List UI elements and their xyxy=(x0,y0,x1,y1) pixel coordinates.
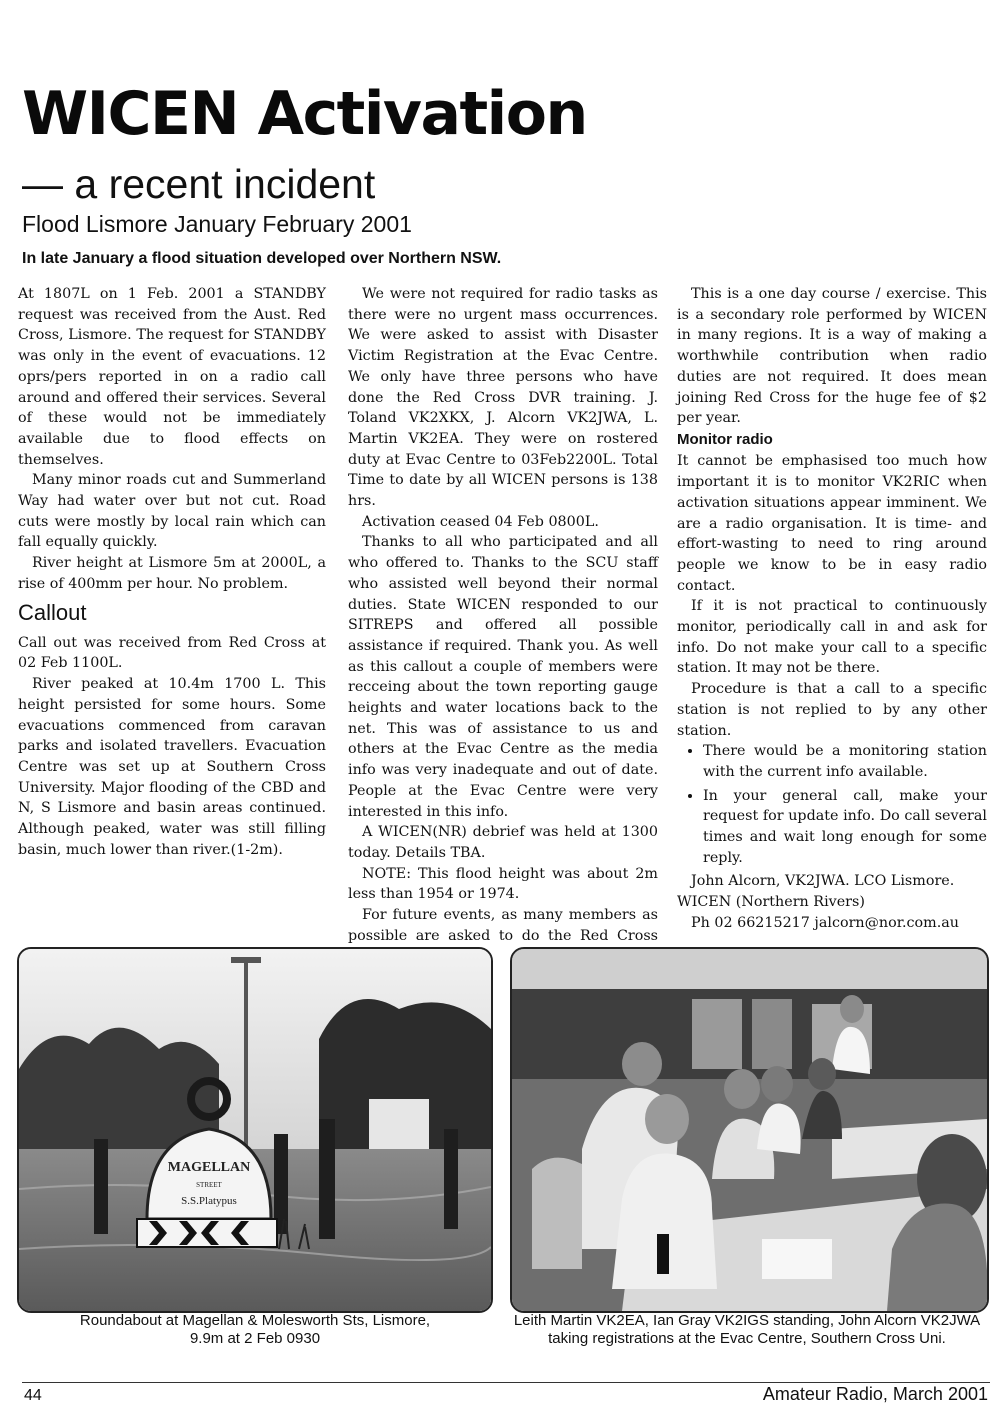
publication-footer: Amateur Radio, March 2001 xyxy=(762,1384,988,1404)
paragraph: Activation ceased 04 Feb 0800L. xyxy=(362,513,599,530)
text-column-1 xyxy=(18,284,326,860)
page-number: 44 xyxy=(24,1387,42,1404)
signature-line: John Alcorn, VK2JWA. LCO Lismore. xyxy=(691,873,955,890)
text-column-2 xyxy=(348,284,658,967)
paragraph: NOTE: This flood height was about 2m less than 1954 or 1974. xyxy=(348,865,658,903)
author-signature xyxy=(677,871,987,933)
paragraph: Call out was received from Red Cross at 02 Feb 1100L. xyxy=(18,634,326,672)
text-column-3 xyxy=(677,284,987,934)
photo-caption-roundabout: Roundabout at Magellan & Molesworth Sts, Lismore, 9.9m at 2 Feb 0930 xyxy=(79,1312,431,1347)
paragraph: For future events, as many members as possible are asked to do the Red Cross xyxy=(348,907,658,944)
footer-divider xyxy=(22,1382,990,1383)
paragraph: It cannot be emphasised too much how important it is to monitor VK2RIC when activation situations appear imminent. We are a radio organisation. It is time- and effort-wasting to need to ring around people we know to be in easy radio contact. xyxy=(677,453,987,594)
paragraph: At 1807L on 1 Feb. 2001 a STANDBY request was received from the Aust. Red Cross, Lismore. The request for STANDBY was only in the event of evacuations. 12 oprs/pers reported in on a radio call around and offered their services. Several of these would not be immediately available due to flood effects on themselves. xyxy=(18,286,326,468)
flood-roundabout-image xyxy=(19,949,491,1311)
flood-roundabout-photo xyxy=(17,947,493,1313)
sign-text-street-name: MAGELLAN xyxy=(167,1160,251,1175)
paragraph: A WICEN(NR) debrief was held at 1300 today. Details TBA. xyxy=(348,824,658,861)
photo-caption-evac-centre: Leith Martin VK2EA, Ian Gray VK2IGS standing, John Alcorn VK2JWA taking registrations at the Evac Centre, Southern Cross Uni. xyxy=(513,1312,981,1347)
procedure-list xyxy=(677,741,987,868)
list-item: • There would be a monitoring station with the current info available. xyxy=(703,741,987,782)
monitor-radio-heading: Monitor radio xyxy=(677,430,773,448)
paragraph: If it is not practical to continuously monitor, periodically call in and ask for info. Do not make your call to a specific station. It may not be there. xyxy=(677,598,987,677)
sign-text-ship: S.S.Platypus xyxy=(181,1195,237,1207)
evac-centre-photo xyxy=(510,947,989,1313)
article-lead: In late January a flood situation developed over Northern NSW. xyxy=(22,250,502,267)
paragraph: Many minor roads cut and Summerland Way had water over but not cut. Road cuts were mostly by local rain which can fall equally quickly. xyxy=(18,472,326,551)
paragraph: River peaked at 10.4m 1700 L. This height persisted for some hours. Some evacuations commenced from caravan parks and isolated travellers. Evacuation Centre was set up at Southern Cross University. Major flooding of the CBD and N, S Lismore and basin areas continued. Although peaked, water was still filling basin, much lower than river.(1-2m). xyxy=(18,676,326,858)
article-dateline: Flood Lismore January February 2001 xyxy=(22,211,412,237)
signature-line: WICEN (Northern Rivers) xyxy=(677,894,865,911)
evac-centre-image xyxy=(512,949,987,1311)
list-item: • In your general call, make your request for update info. Do call several times and wait long enough for some reply. xyxy=(703,786,987,869)
paragraph: Procedure is that a call to a specific station is not replied to by any other station. xyxy=(677,681,987,739)
article-subtitle: — a recent incident xyxy=(22,161,376,207)
paragraph: Thanks to all who participated and all who offered to. Thanks to the SCU staff who assisted well beyond their normal duties. State WICEN responded to our SITREPS and offered all possible assistance if required. Thank you. As well as this callout a couple of members were recceing about the town reporting gauge heights and water locations back to the net. This was of assistance to us and others at the Evac Centre as the media info was very inadequate and out of date. People at the Evac Centre were very interested in this info. xyxy=(348,534,658,820)
paragraph: We were not required for radio tasks as there were no urgent mass occurrences. We were asked to assist with Disaster Victim Registration at the Evac Centre. We only have three persons who have done the Red Cross DVR training. J. Toland VK2XKX, J. Alcorn VK2JWA, L. Martin VK2EA. They were on rostered duty at Evac Centre to 03Feb2200L. Total Time to date by all WICEN persons is 138 hrs. xyxy=(348,286,658,510)
sign-text-street: STREET xyxy=(196,1181,222,1189)
callout-heading: Callout xyxy=(18,599,87,625)
paragraph: River height at Lismore 5m at 2000L, a rise of 400mm per hour. No problem. xyxy=(18,555,326,592)
signature-line: Ph 02 66215217 jalcorn@nor.com.au xyxy=(691,914,959,931)
article-title: WICEN Activation xyxy=(22,79,587,149)
paragraph: This is a one day course / exercise. This is a secondary role performed by WICEN in many regions. It is a way of making a worthwhile contribution when radio duties are not required. It does mean joining Red Cross for the huge fee of $2 per year. xyxy=(677,286,987,427)
